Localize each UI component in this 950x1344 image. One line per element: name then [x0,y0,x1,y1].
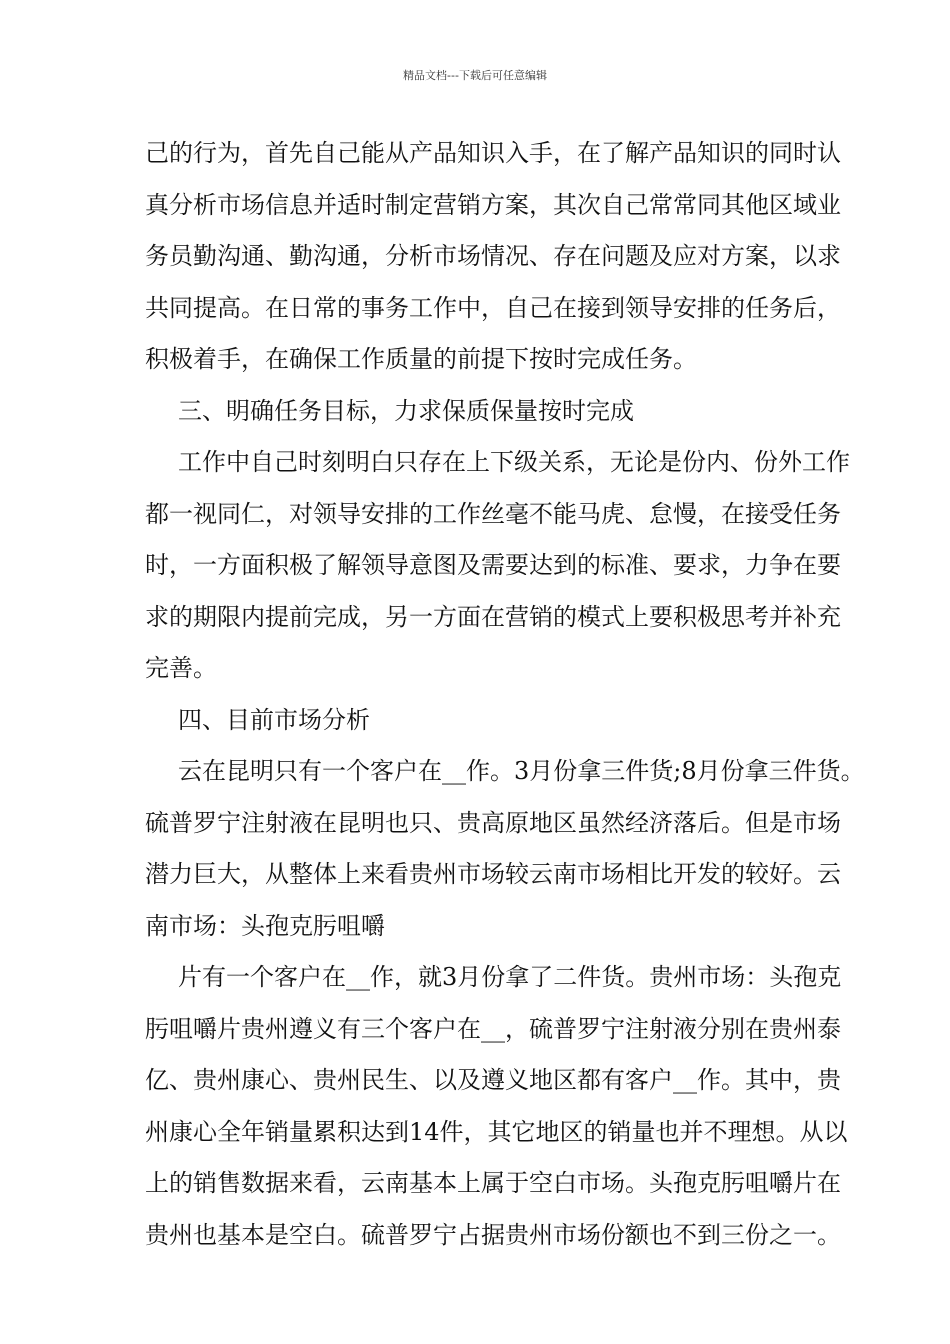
text-line: 务员勤沟通、勤沟通，分析市场情况、存在问题及应对方案，以求 [145,242,841,270]
text-line: 贵州也基本是空白。硫普罗宁占据贵州市场份额也不到三份之一。 [145,1220,841,1249]
text-line: 完善。 [145,654,217,682]
document-body [145,128,865,1261]
text-line: 亿、贵州康心、贵州民生、以及遵义地区都有客户__作。其中，贵 [145,1066,841,1094]
text-line: 片有一个客户在__作，就3月份拿了二件货。贵州市场：头孢克 [178,963,842,991]
text-line: 积极着手，在确保工作质量的前提下按时完成任务。 [145,345,697,373]
section-heading: 三、明确任务目标，力求保质保量按时完成 [178,396,634,425]
page-header: 精品文档---下载后可任意编辑 [403,69,547,82]
text-line: 云在昆明只有一个客户在__作。3月份拿三件货;8月份拿三件货。 [178,757,865,785]
text-line: 肟咀嚼片贵州遵义有三个客户在__，硫普罗宁注射液分别在贵州泰 [145,1014,841,1043]
section-heading: 四、目前市场分析 [178,705,370,734]
text-line: 上的销售数据来看，云南基本上属于空白市场。头孢克肟咀嚼片在 [145,1169,841,1197]
text-line: 己的行为，首先自己能从产品知识入手，在了解产品知识的同时认 [145,139,841,167]
text-line: 时，一方面积极了解领导意图及需要达到的标准、要求，力争在要 [145,551,841,579]
text-line: 州康心全年销量累积达到14件，其它地区的销量也并不理想。从以 [145,1117,848,1146]
text-line: 南市场：头孢克肟咀嚼 [145,911,385,940]
text-line: 工作中自己时刻明白只存在上下级关系，无论是份内、份外工作 [178,448,850,476]
text-line: 求的期限内提前完成，另一方面在营销的模式上要积极思考并补充 [145,602,841,631]
text-line: 硫普罗宁注射液在昆明也只、贵高原地区虽然经济落后。但是市场 [145,808,841,837]
text-line: 都一视同仁，对领导安排的工作丝毫不能马虎、怠慢，在接受任务 [145,499,841,528]
text-line: 潜力巨大，从整体上来看贵州市场较云南市场相比开发的较好。云 [145,860,841,888]
text-line: 共同提高。在日常的事务工作中，自己在接到领导安排的任务后， [145,293,841,322]
text-line: 真分析市场信息并适时制定营销方案，其次自己常常同其他区域业 [145,190,841,219]
